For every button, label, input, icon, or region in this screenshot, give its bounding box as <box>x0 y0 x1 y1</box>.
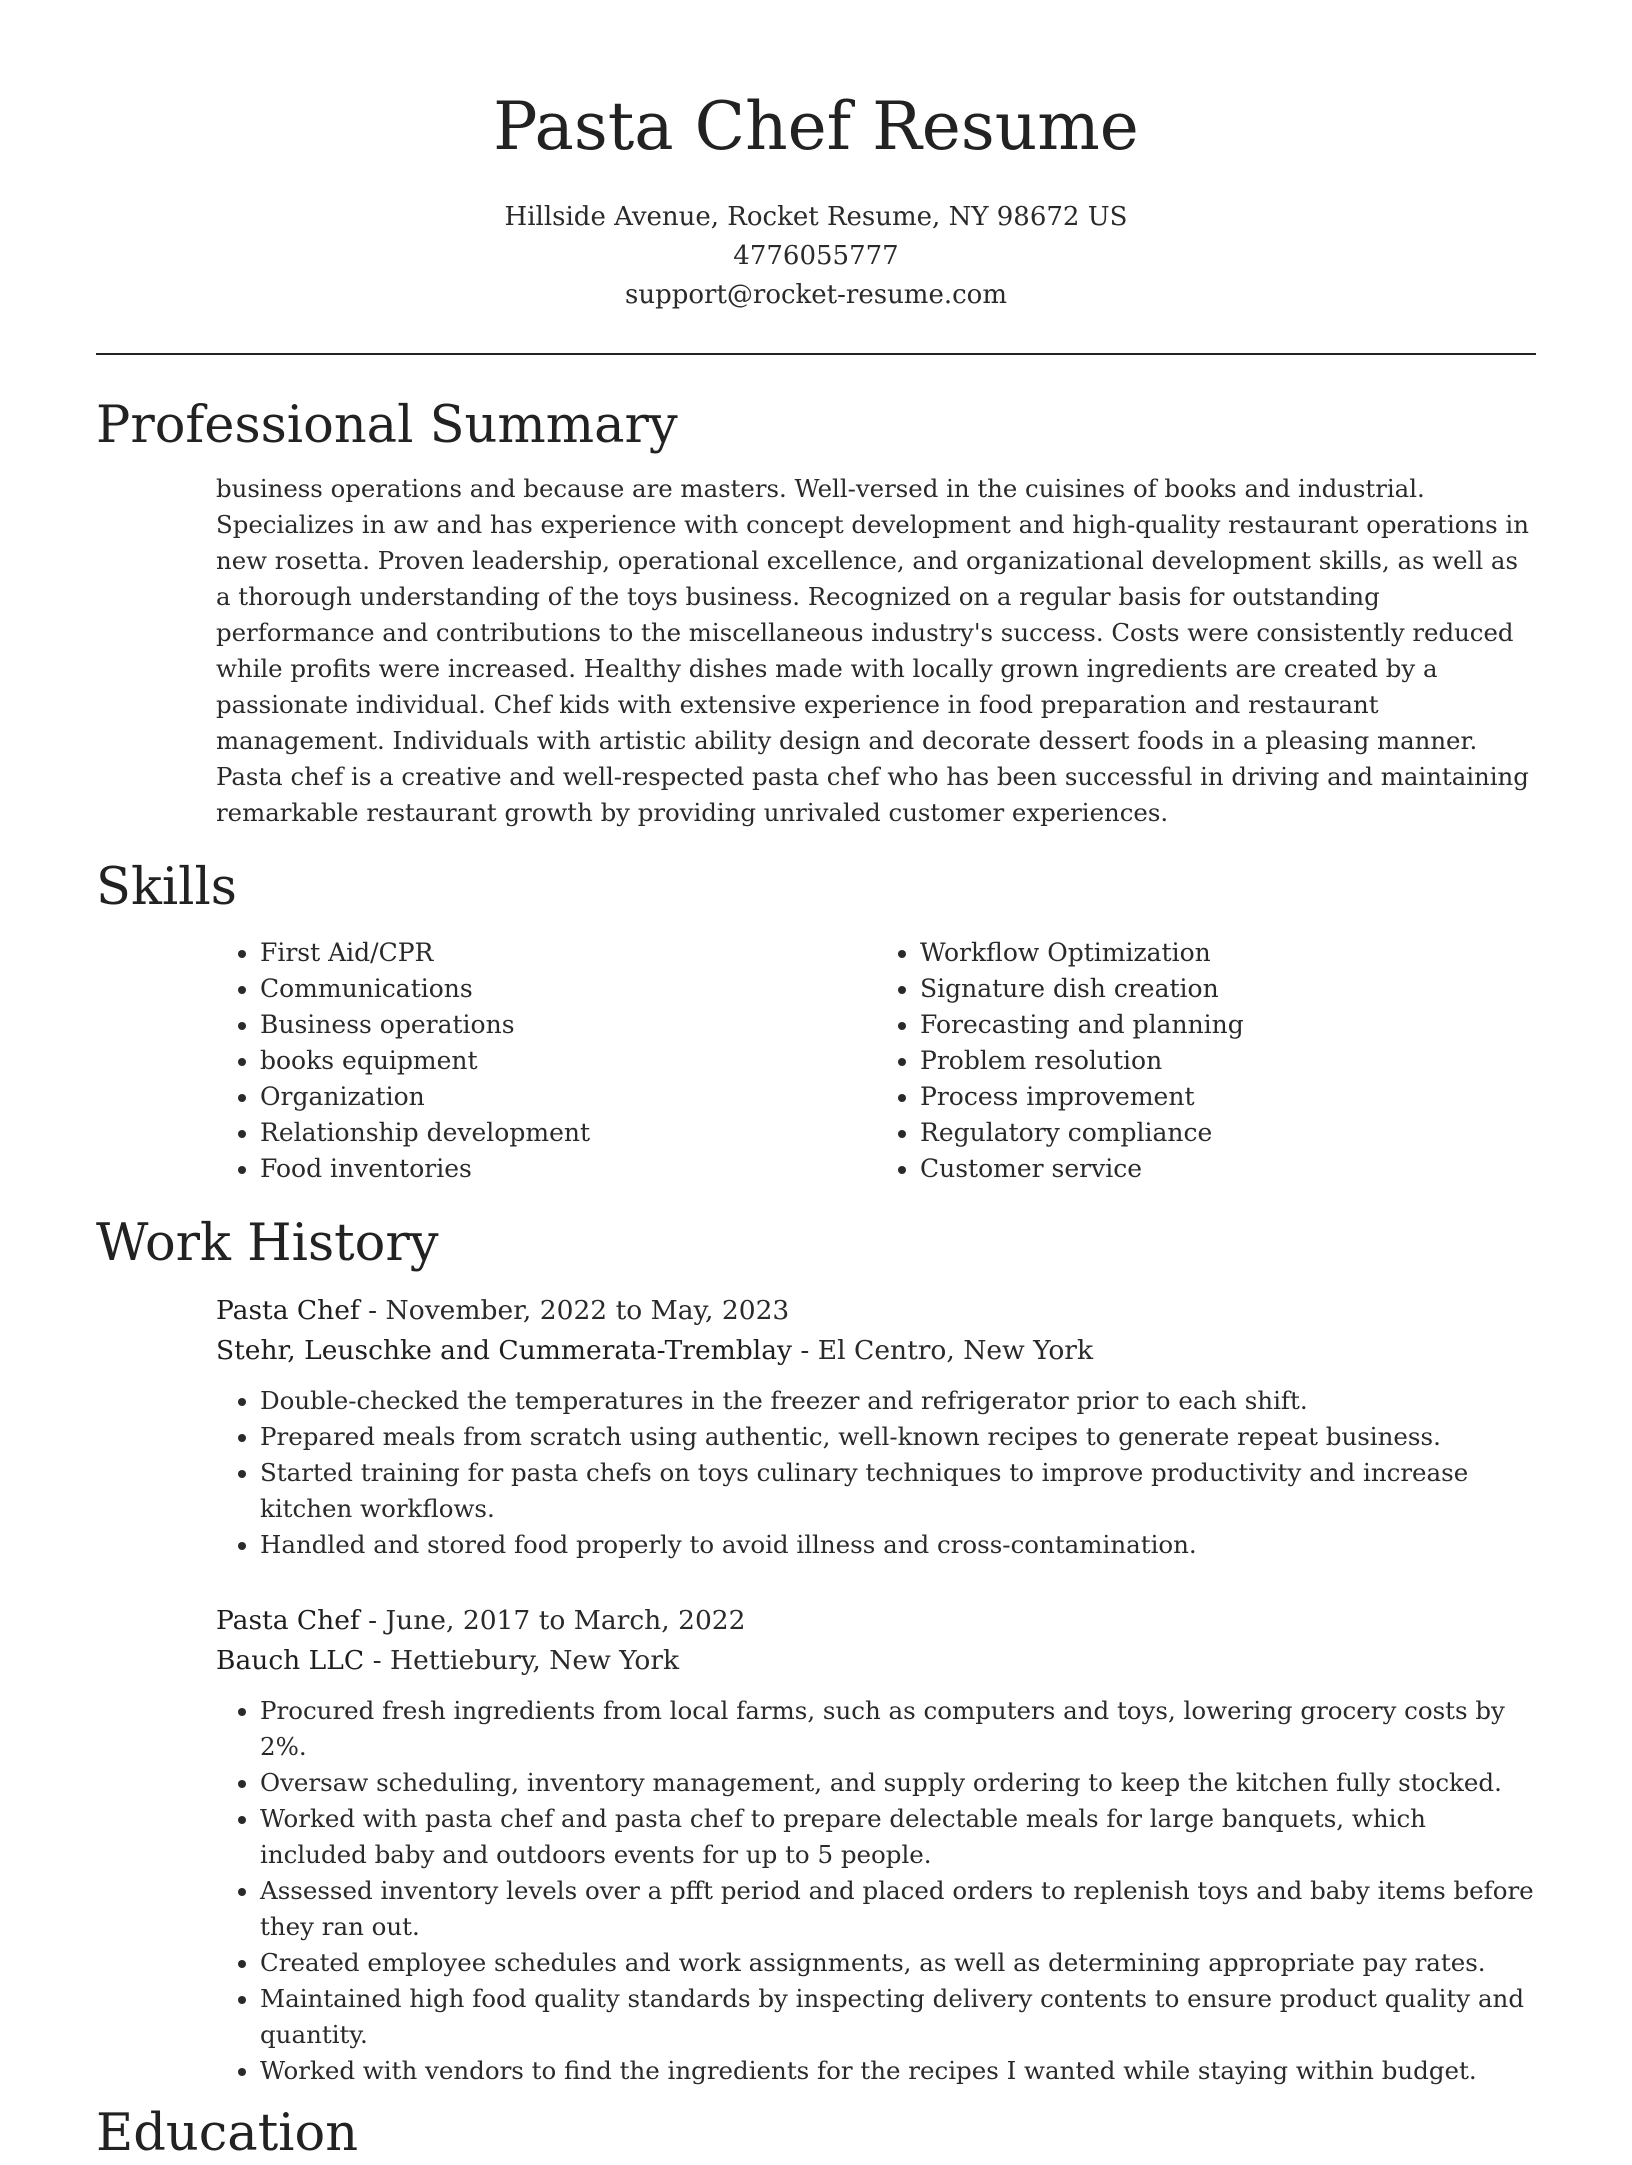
skill-item: • Customer service <box>920 1151 1536 1187</box>
resume-page <box>96 0 1536 2165</box>
job-bullet: • Worked with vendors to find the ingredients for the recipes I wanted while staying within budget. <box>260 2053 1536 2089</box>
contact-info <box>96 198 1536 315</box>
job-dates: - November, 2022 to May, 2023 <box>359 1295 790 1326</box>
skill-item: • Signature dish creation <box>920 971 1536 1007</box>
job-entry <box>216 1601 1536 2089</box>
job-title-line <box>216 1291 1536 1331</box>
skill-item: • Workflow Optimization <box>920 935 1536 971</box>
job-bullet: • Prepared meals from scratch using authentic, well-known recipes to generate repeat business. <box>260 1419 1536 1455</box>
job-bullet: • Double-checked the temperatures in the freezer and refrigerator prior to each shift. <box>260 1383 1536 1419</box>
job-bullet: • Maintained high food quality standards by inspecting delivery contents to ensure product quality and quantity. <box>260 1981 1536 2053</box>
skill-item: • books equipment <box>260 1043 876 1079</box>
summary-text: business operations and because are masters. Well-versed in the cuisines of books and industrial. Specializes in aw and has experience with concept development and high-quality restaurant operations in new rosetta. Proven leadership, operational excellence, and organizational development skills, as well as a thorough understanding of the toys business. Recognized on a regular basis for outstanding performance and contributions to the miscellaneous industry's success. Costs were consistently reduced while profits were increased. Healthy dishes made with locally grown ingredients are created by a passionate individual. Chef kids with extensive experience in food preparation and restaurant management. Individuals with artistic ability design and decorate dessert foods in a pleasing manner. Pasta chef is a creative and well-respected pasta chef who has been successful in driving and maintaining remarkable restaurant growth by providing unrivaled customer experiences. <box>216 474 1529 827</box>
education-heading: Education <box>96 2104 359 2163</box>
job-title: Pasta Chef <box>216 1295 360 1326</box>
header-divider <box>96 353 1536 355</box>
skill-item: • Regulatory compliance <box>920 1115 1536 1151</box>
skill-item: • Forecasting and planning <box>920 1007 1536 1043</box>
summary-heading: Professional Summary <box>96 396 678 455</box>
skills-column-left <box>216 935 876 1187</box>
job-title: Pasta Chef <box>216 1605 360 1636</box>
skills-list <box>216 935 1536 1187</box>
job-location: - Hettiebury, New York <box>364 1645 680 1676</box>
job-title-line <box>216 1601 1536 1641</box>
work-history-heading: Work History <box>96 1214 439 1273</box>
job-company: Stehr, Leuschke and Cummerata-Tremblay <box>216 1335 792 1366</box>
job-bullets <box>216 1383 1536 1563</box>
page-title: Pasta Chef Resume <box>493 88 1139 165</box>
job-bullet: • Started training for pasta chefs on toys culinary techniques to improve productivity and increase kitchen workflows. <box>260 1455 1536 1527</box>
skill-item: • Problem resolution <box>920 1043 1536 1079</box>
job-bullet: • Oversaw scheduling, inventory management, and supply ordering to keep the kitchen fully stocked. <box>260 1765 1536 1801</box>
skill-item: • Business operations <box>260 1007 876 1043</box>
job-bullet: • Procured fresh ingredients from local farms, such as computers and toys, lowering grocery costs by 2%. <box>260 1693 1536 1765</box>
resume-header <box>96 0 1536 315</box>
skill-item: • Food inventories <box>260 1151 876 1187</box>
skills-column-right <box>876 935 1536 1187</box>
address-text: Hillside Avenue, Rocket Resume, NY 98672 US <box>504 202 1128 232</box>
job-dates: - June, 2017 to March, 2022 <box>359 1605 746 1636</box>
skill-item: • Organization <box>260 1079 876 1115</box>
job-location: - El Centro, New York <box>792 1335 1094 1366</box>
job-company-line <box>216 1331 1536 1371</box>
job-bullet: • Assessed inventory levels over a pfft period and placed orders to replenish toys and baby items before they ran out. <box>260 1873 1536 1945</box>
skills-heading: Skills <box>96 858 237 917</box>
job-company-line <box>216 1641 1536 1681</box>
skill-item: • Process improvement <box>920 1079 1536 1115</box>
job-bullet: • Created employee schedules and work assignments, as well as determining appropriate pay rates. <box>260 1945 1536 1981</box>
job-company: Bauch LLC <box>216 1645 365 1676</box>
phone-text: 4776055777 <box>733 241 899 271</box>
skill-item: • Relationship development <box>260 1115 876 1151</box>
skill-item: • First Aid/CPR <box>260 935 876 971</box>
job-entry <box>216 1291 1536 1563</box>
job-bullets <box>216 1693 1536 2089</box>
skill-item: • Communications <box>260 971 876 1007</box>
job-bullet: • Worked with pasta chef and pasta chef to prepare delectable meals for large banquets, which included baby and outdoors events for up to 5 people. <box>260 1801 1536 1873</box>
job-bullet: • Handled and stored food properly to avoid illness and cross-contamination. <box>260 1527 1536 1563</box>
email-text: support@rocket-resume.com <box>624 280 1007 310</box>
